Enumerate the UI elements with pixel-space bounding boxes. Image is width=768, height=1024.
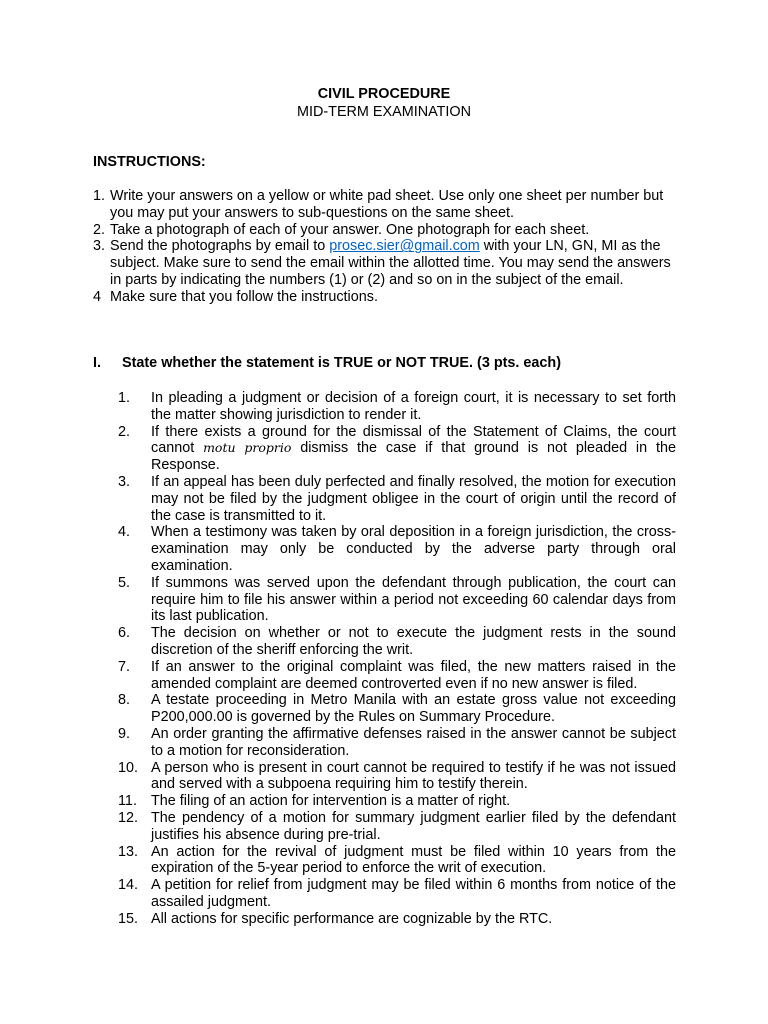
question-item <box>118 524 676 574</box>
instructions-list <box>93 188 683 306</box>
question-number: 4. <box>118 524 131 541</box>
instruction-text: Write your answers on a yellow or white pad sheet. Use only one sheet per number but you may put your answers to sub-questions on the same sheet. <box>110 188 664 221</box>
question-text: An order granting the affirmative defenses raised in the answer cannot be subject to a motion for reconsideration. <box>151 725 676 759</box>
question-text: A testate proceeding in Metro Manila with an estate gross value not exceeding P200,000.00 is governed by the Rules on Summary Procedure. <box>151 692 676 726</box>
latin-phrase: motu proprio <box>203 440 292 456</box>
question-number: 14. <box>118 877 139 894</box>
question-item <box>118 474 676 524</box>
instruction-number: 1. <box>93 188 106 204</box>
instruction-text-post: with your LN, GN, MI as the subject. Make sure to send the email within the allotted time. You may send the answers in parts by indicating the numbers (1) or (2) and so on in the subject of the email. <box>110 238 671 288</box>
instruction-number: 2. <box>93 221 106 238</box>
question-text: A person who is present in court cannot be required to testify if he was not issued and served with a subpoena requiring him to testify therein. <box>151 759 676 793</box>
question-item <box>118 726 676 760</box>
question-text: If an appeal has been duly perfected and finally resolved, the motion for execution may not be filed by the judgment obligee in the court of origin until the record of the case is transmitted to it. <box>151 473 676 524</box>
instruction-text: Take a photograph of each of your answer. One photograph for each sheet. <box>110 221 590 238</box>
question-number: 2. <box>118 423 131 440</box>
instructions-heading: INSTRUCTIONS: <box>93 154 206 170</box>
question-text: All actions for specific performance are cognizable by the RTC. <box>151 910 553 927</box>
question-number: 15. <box>118 910 139 927</box>
instruction-text-pre: Send the photographs by email to <box>110 238 330 255</box>
question-item <box>118 575 676 625</box>
question-number: 3. <box>118 473 131 490</box>
instruction-text: Make sure that you follow the instructions. <box>110 288 378 305</box>
section-heading <box>93 355 561 372</box>
document-subtitle: MID-TERM EXAMINATION <box>296 104 471 120</box>
question-text: In pleading a judgment or decision of a foreign court, it is necessary to set forth the matter showing jurisdiction to render it. <box>151 390 676 423</box>
section-number: I. <box>93 355 101 371</box>
question-text <box>151 424 676 474</box>
question-text: The pendency of a motion for summary judgment earlier filed by the defendant justifies his absence during pre-trial. <box>151 809 676 843</box>
question-text: If summons was served upon the defendant through publication, the court can require him to file his answer within a period not exceeding 60 calendar days from its last publication. <box>151 574 676 625</box>
question-number: 11. <box>118 793 137 810</box>
questions-list <box>118 390 676 928</box>
question-number: 7. <box>118 658 131 675</box>
instruction-item <box>93 238 683 288</box>
instruction-text <box>110 238 683 288</box>
section-title: State whether the statement is TRUE or NOT TRUE. (3 pts. each) <box>122 355 561 371</box>
instruction-number: 3. <box>93 238 106 255</box>
question-item <box>118 692 676 726</box>
question-text-post: dismiss the case if that ground is not pleaded in the Response. <box>151 440 676 474</box>
instruction-item <box>93 222 683 239</box>
question-text-pre: If there exists a ground for the dismissal of the Statement of Claims, the court cannot <box>151 423 676 457</box>
question-text: A petition for relief from judgment may be filed within 6 months from notice of the assailed judgment. <box>151 877 676 910</box>
question-item <box>118 911 676 928</box>
instruction-item <box>93 289 683 306</box>
question-text: If an answer to the original complaint was filed, the new matters raised in the amended complaint are deemed controverted even if no new answer is filed. <box>151 658 676 692</box>
question-item <box>118 844 676 878</box>
instruction-number: 4 <box>93 288 102 305</box>
question-item <box>118 625 676 659</box>
question-text: When a testimony was taken by oral deposition in a foreign jurisdiction, the cross-examination may only be conducted by the adverse party through oral examination. <box>151 524 676 574</box>
question-number: 12. <box>118 809 139 826</box>
question-item <box>118 424 676 474</box>
question-number: 8. <box>118 692 131 709</box>
question-number: 6. <box>118 625 131 642</box>
question-number: 9. <box>118 725 131 742</box>
question-item <box>118 810 676 844</box>
question-number: 10. <box>118 759 139 776</box>
question-number: 1. <box>118 390 131 406</box>
instruction-item <box>93 188 683 222</box>
question-text: The decision on whether or not to execute the judgment rests in the sound discretion of the sheriff enforcing the writ. <box>151 625 676 658</box>
question-text: The filing of an action for intervention is a matter of right. <box>151 793 511 810</box>
question-item <box>118 390 676 424</box>
question-item <box>118 659 676 693</box>
document-title: CIVIL PROCEDURE <box>317 86 451 102</box>
question-item <box>118 793 676 810</box>
email-link[interactable]: prosec.sier@gmail.com <box>329 238 480 255</box>
question-text: An action for the revival of judgment must be filed within 10 years from the expiration of the 5-year period to enforce the writ of execution. <box>151 843 676 877</box>
question-item <box>118 760 676 794</box>
question-number: 13. <box>118 843 139 860</box>
question-item <box>118 877 676 911</box>
question-number: 5. <box>118 574 131 591</box>
